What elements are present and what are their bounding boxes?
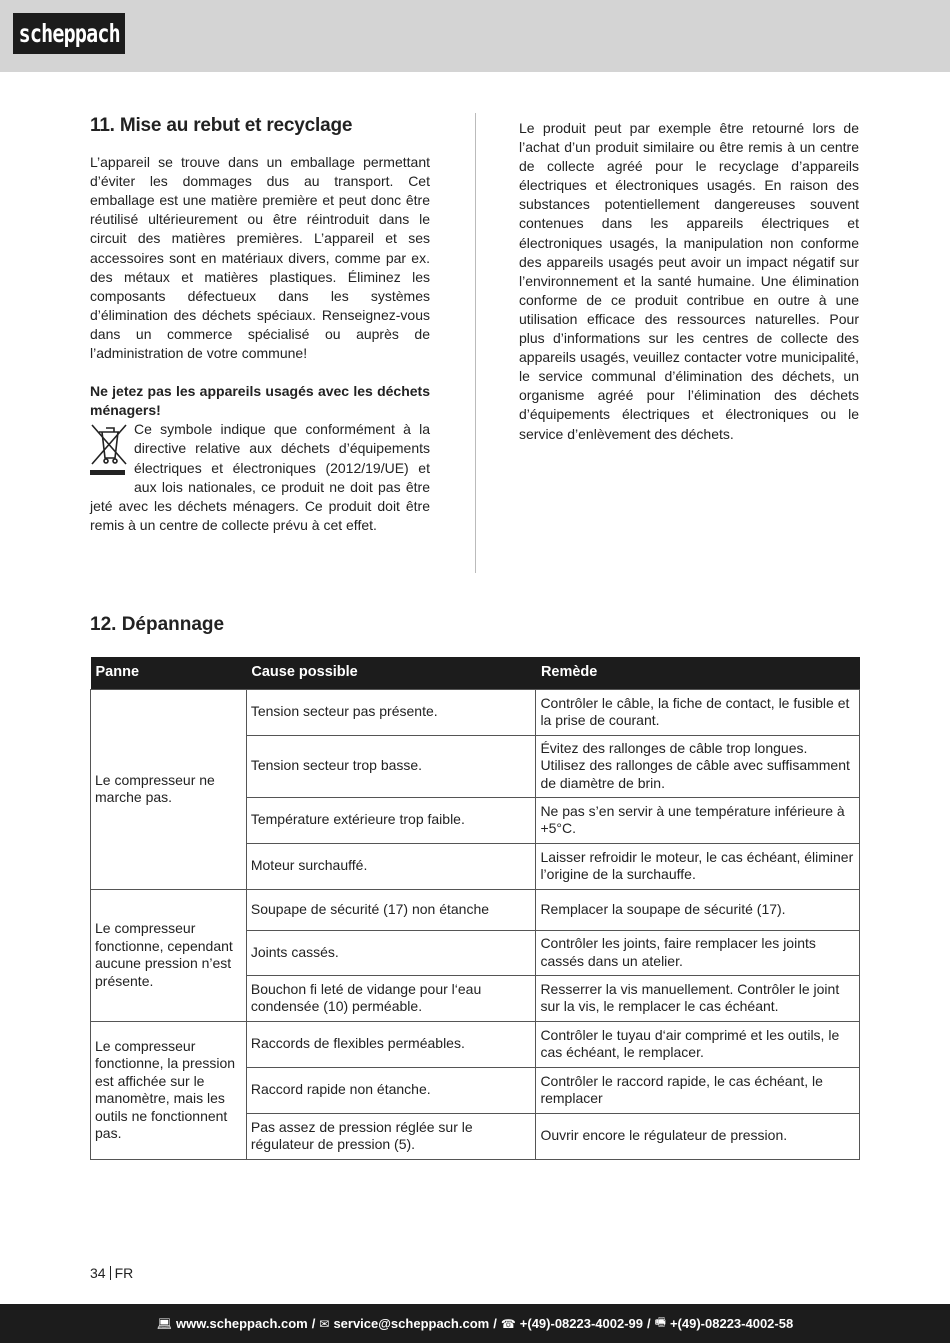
cause-cell: Joints cassés.: [246, 930, 536, 975]
remede-cell: Contrôler le câble, la fiche de contact, le fusible et la prise de courant.: [536, 689, 860, 735]
crossed-bin-icon: [90, 422, 130, 480]
section-11-right: Le produit peut par exemple être retourné lors de l’achat d’un produit similaire ou être remis à un centre de collecte agréé pour le recyclage d’appareils électriques et électroniques usagés. En raison des substances potentiellement dangereuses souvent contenues dans les appareils électriques et électroniques usagés, la manipulation non conforme des appareils usagés peut avoir un impact négatif sur l’environnement et la santé humaine. Une élimination conforme de ce produit contribue en outre à une utilisation efficace des ressources naturelles. Pour plus d’informations sur les centres de collecte des appareils usagés, veuillez contacter votre municipalité, le service communal d’élimination des déchets, un organisme agréé pour l’élimination des déchets d’équipements électriques et électroniques ou le service d’enlèvement des déchets.: [519, 120, 859, 442]
remede-cell: Resserrer la vis manuellement. Contrôler le joint sur la vis, le remplacer le cas échéant.: [536, 975, 860, 1021]
cause-cell: Tension secteur trop basse.: [246, 735, 536, 797]
footer-email: service@scheppach.com: [333, 1316, 490, 1331]
section-11-title: 11. Mise au rebut et recyclage: [90, 115, 353, 136]
section-11-left: [90, 116, 430, 535]
remede-cell: Contrôler les joints, faire remplacer les joints cassés dans un atelier.: [536, 930, 860, 975]
page-footer: 💻︎ www.scheppach.com / ✉ service@scheppach.com / ☎ +(49)-08223-4002-99 / 🖷︎ +(49)-08223-4002-58: [0, 1304, 950, 1343]
cause-cell: Raccord rapide non étanche.: [246, 1067, 536, 1113]
remede-cell: Évitez des rallonges de câble trop longues. Utilisez des rallonges de câble avec suffisamment de diamètre de brin.: [536, 735, 860, 797]
page-header: [0, 0, 950, 72]
mail-icon: ✉: [319, 1316, 330, 1331]
remede-cell: Contrôler le tuyau d‘air comprimé et les outils, le cas échéant, le remplacer.: [536, 1021, 860, 1067]
cause-cell: Tension secteur pas présente.: [246, 689, 536, 735]
cause-cell: Pas assez de pression réglée sur le régulateur de pression (5).: [246, 1113, 536, 1159]
cause-cell: Soupape de sécurité (17) non étanche: [246, 889, 536, 930]
cause-cell: Température extérieure trop faible.: [246, 797, 536, 843]
header-remede: Remède: [536, 657, 860, 689]
cause-cell: Moteur surchauffé.: [246, 843, 536, 889]
scheppach-logo: scheppach: [13, 13, 125, 54]
footer-fax: +(49)-08223-4002-58: [669, 1316, 794, 1331]
cause-cell: Bouchon fi leté de vidange pour l‘eau condensée (10) perméable.: [246, 975, 536, 1021]
remede-cell: Contrôler le raccord rapide, le cas échéant, le remplacer: [536, 1067, 860, 1113]
remede-cell: Remplacer la soupape de sécurité (17).: [536, 889, 860, 930]
header-panne: Panne: [91, 657, 247, 689]
panne-cell: Le compresseur fonctionne, la pression est affichée sur le manomètre, mais les outils ne fonctionnent pas.: [91, 1021, 247, 1159]
footer-web: www.scheppach.com: [176, 1316, 308, 1331]
remede-cell: Ne pas s’en servir à une température inférieure à +5°C.: [536, 797, 860, 843]
footer-phone: +(49)-08223-4002-99: [519, 1316, 644, 1331]
cause-cell: Raccords de flexibles perméables.: [246, 1021, 536, 1067]
panne-cell: Le compresseur ne marche pas.: [91, 689, 247, 889]
table-row: [91, 889, 860, 930]
section-12-title: 12. Dépannage: [90, 614, 225, 635]
remede-cell: Ouvrir encore le régulateur de pression.: [536, 1113, 860, 1159]
table-row: [91, 1021, 860, 1067]
phone-icon: ☎: [500, 1316, 516, 1331]
remede-cell: Laisser refroidir le moteur, le cas échéant, éliminer l’origine de la surchauffe.: [536, 843, 860, 889]
panne-cell: Le compresseur fonctionne, cependant aucune pression n’est présente.: [91, 889, 247, 1021]
packaging-paragraph: L’appareil se trouve dans un emballage permettant d’éviter les dommages dus au transport. Cet emballage est une matière première et peut donc être réutilisé ultérieurement ou être réintroduit dans le circuit des matières premières. L’appareil et ses accessoires sont en matériaux divers, comme par ex. des métaux et matières plastiques. Éliminez les composants défectueux dans les systèmes d’élimination des déchets spéciaux. Renseignez-vous dans un commerce spécialisé ou auprès de l’administration de votre commune!: [90, 154, 430, 362]
page-number: 34 FR: [90, 1265, 134, 1281]
weee-paragraph: Ce symbole indique que conformément à la directive relative aux déchets d’équipements électriques et électroniques (2012/19/UE) et aux lois nationales, ce produit ne doit pas être jeté avec les déchets ménagers. Ce produit doit être remis à un centre de collecte prévu à cet effet.: [90, 421, 430, 533]
disposal-warning: Ne jetez pas les appareils usagés avec les déchets ménagers!: [90, 383, 430, 419]
fax-icon: 🖷︎: [654, 1315, 666, 1329]
header-cause: Cause possible: [246, 657, 536, 689]
troubleshooting-table: [90, 657, 860, 1160]
table-row: [91, 689, 860, 735]
column-divider: [475, 113, 476, 573]
computer-icon: 💻︎: [156, 1316, 173, 1331]
